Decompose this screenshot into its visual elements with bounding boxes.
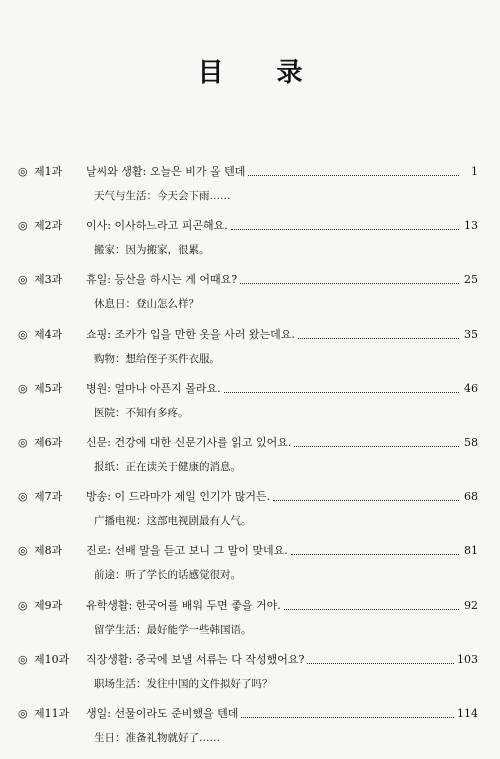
lesson-subtitle: 报纸：正在读关于健康的消息。 [94,460,241,473]
dot-leader [224,391,459,393]
lesson-subtitle: 前途：听了学长的话感觉很对。 [94,569,241,582]
lesson-title: 방송: 이 드라마가 제일 인기가 많거든. [86,490,271,504]
toc-entry[interactable] [0,488,500,542]
lesson-number: 제8과 [34,544,63,558]
bullet-icon: ◎ [18,165,28,178]
toc-entry[interactable] [0,705,500,759]
page-number: 92 [464,598,478,612]
page-number: 103 [457,652,478,666]
bullet-icon: ◎ [18,381,28,395]
lesson-subtitle: 留学生活：最好能学一些韩国语。 [94,623,252,636]
lesson-title: 진로: 선배 말을 듣고 보니 그 말이 맞네요. [86,544,288,558]
bullet-icon: ◎ [18,598,28,612]
page-number: 35 [464,327,478,341]
lesson-subtitle: 搬家：因为搬家，很累。 [94,244,210,257]
dot-leader [307,662,454,664]
toc-entry[interactable] [0,326,500,380]
lesson-number: 제11과 [34,706,70,720]
lesson-title: 날씨와 생활: 오늘은 비가 올 텐데 [86,165,246,178]
page-number: 46 [464,381,478,395]
page-title: 目 录 [197,58,325,88]
lesson-number: 제7과 [34,490,63,504]
page-number: 13 [464,219,478,233]
lesson-number: 제4과 [34,327,63,341]
dot-leader [291,553,459,555]
toc-entry[interactable] [0,217,500,271]
lesson-number: 제3과 [34,273,63,287]
dot-leader [241,716,454,718]
bullet-icon: ◎ [18,273,28,287]
lesson-subtitle: 生日：准备礼物就好了…… [94,731,220,744]
bullet-icon: ◎ [18,490,28,504]
table-of-contents [0,163,500,759]
page-number: 1 [471,165,478,178]
lesson-subtitle: 休息日：登山怎么样？ [94,298,199,311]
lesson-title: 병원: 얼마나 아픈지 몰라요. [86,381,221,395]
lesson-title: 쇼핑: 조카가 입을 만한 옷을 사러 왔는데요. [86,327,295,341]
page-number: 68 [464,490,478,504]
lesson-title: 신문: 건강에 대한 신문기사를 읽고 있어요. [86,435,292,449]
dot-leader [231,228,459,230]
lesson-subtitle: 天气与生活：今天会下雨…… [94,190,231,202]
lesson-subtitle: 购物：想给侄子买件衣服。 [94,352,220,365]
lesson-title: 직장생활: 중국에 보낼 서류는 다 작성했어요? [86,652,305,666]
lesson-number: 제10과 [34,652,70,666]
dot-leader [298,337,459,339]
lesson-number: 제1과 [34,165,63,178]
toc-entry[interactable] [0,542,500,596]
page-number: 114 [457,706,478,720]
bullet-icon: ◎ [18,652,28,666]
dot-leader [248,174,459,176]
lesson-subtitle: 广播电视：这部电视剧最有人气。 [94,515,252,528]
bullet-icon: ◎ [18,435,28,449]
page-number: 81 [464,544,478,558]
page-number: 25 [464,273,478,287]
dot-leader [284,608,459,610]
dot-leader [273,499,459,501]
toc-entry[interactable] [0,271,500,325]
lesson-number: 제2과 [34,219,63,233]
toc-entry[interactable] [0,163,500,217]
bullet-icon: ◎ [18,219,28,233]
lesson-subtitle: 医院：不知有多疼。 [94,406,189,419]
lesson-title: 이사: 이사하느라고 피곤해요. [86,219,228,233]
lesson-number: 제9과 [34,598,63,612]
toc-entry[interactable] [0,651,500,705]
lesson-number: 제5과 [34,381,63,395]
toc-entry[interactable] [0,597,500,651]
lesson-title: 생일: 선물이라도 준비했을 텐데 [86,706,239,720]
bullet-icon: ◎ [18,327,28,341]
lesson-subtitle: 职场生活：发往中国的文件拟好了吗？ [94,677,273,690]
dot-leader [294,445,459,447]
page-number: 58 [464,435,478,449]
dot-leader [240,282,459,284]
toc-entry[interactable] [0,434,500,488]
lesson-number: 제6과 [34,435,63,449]
bullet-icon: ◎ [18,706,28,720]
toc-entry[interactable] [0,380,500,434]
lesson-title: 유학생활: 한국어를 배워 두면 좋을 거야. [86,598,281,612]
lesson-title: 휴일: 등산을 하시는 게 어때요? [86,273,238,287]
bullet-icon: ◎ [18,544,28,558]
